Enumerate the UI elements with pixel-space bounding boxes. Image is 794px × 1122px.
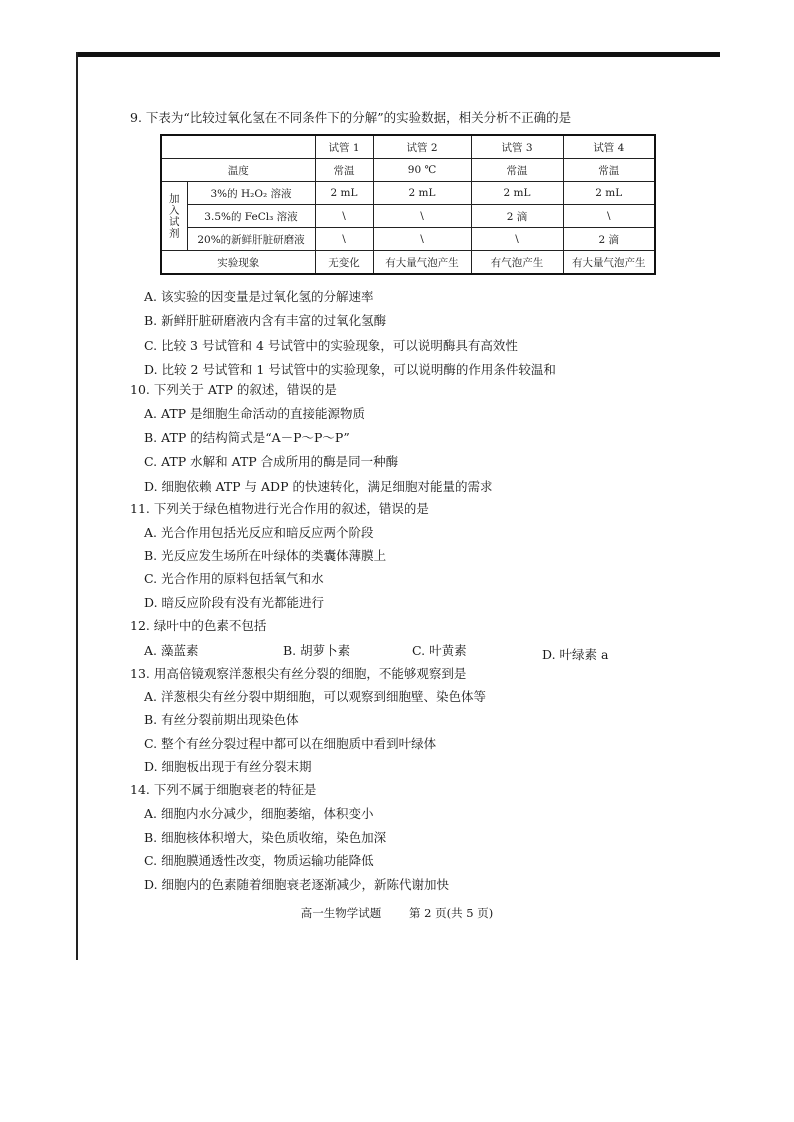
q10-option-b: B. ATP 的结构简式是“A－P～P～P” bbox=[144, 430, 350, 445]
table-cell: \ bbox=[315, 205, 373, 228]
table-cell: 常温 bbox=[471, 159, 563, 182]
table-cell: 有气泡产生 bbox=[471, 251, 563, 275]
reagent-name: 20%的新鲜肝脏研磨液 bbox=[187, 228, 315, 251]
q11-option-c: C. 光合作用的原料包括氧气和水 bbox=[144, 571, 324, 586]
q10-option-d: D. 细胞依赖 ATP 与 ADP 的快速转化，满足细胞对能量的需求 bbox=[144, 479, 493, 494]
reagent-name: 3.5%的 FeCl₃ 溶液 bbox=[187, 205, 315, 228]
q10-option-c: C. ATP 水解和 ATP 合成所用的酶是同一种酶 bbox=[144, 454, 399, 469]
q14-option-c: C. 细胞膜通透性改变，物质运输功能降低 bbox=[144, 853, 374, 868]
q9-stem: 9. 下表为“比较过氧化氢在不同条件下的分解”的实验数据，相关分析不正确的是 bbox=[130, 110, 572, 125]
table-row bbox=[161, 135, 655, 159]
table-cell: 无变化 bbox=[315, 251, 373, 275]
table-cell: 2 mL bbox=[471, 182, 563, 205]
q14-stem: 14. 下列不属于细胞衰老的特征是 bbox=[130, 782, 317, 797]
q14-option-d: D. 细胞内的色素随着细胞衰老逐渐减少，新陈代谢加快 bbox=[144, 877, 450, 892]
temp-label: 温度 bbox=[161, 159, 315, 182]
reagent-group-label: 加入试剂 bbox=[161, 182, 187, 251]
table-cell: 90 ℃ bbox=[373, 159, 471, 182]
tube-header: 试管 1 bbox=[315, 135, 373, 159]
table-cell: 2 滴 bbox=[563, 228, 655, 251]
q9-option-a: A. 该实验的因变量是过氧化氢的分解速率 bbox=[144, 289, 374, 304]
page-footer bbox=[0, 905, 794, 921]
q13-option-d: D. 细胞板出现于有丝分裂末期 bbox=[144, 759, 312, 774]
q11-stem: 11. 下列关于绿色植物进行光合作用的叙述，错误的是 bbox=[130, 501, 429, 516]
q14-option-b: B. 细胞核体积增大，染色质收缩，染色加深 bbox=[144, 830, 387, 845]
q13-stem: 13. 用高倍镜观察洋葱根尖有丝分裂的细胞，不能够观察到是 bbox=[130, 666, 467, 681]
table-cell: 常温 bbox=[315, 159, 373, 182]
q14-option-a: A. 细胞内水分减少，细胞萎缩，体积变小 bbox=[144, 806, 374, 821]
q9-option-c: C. 比较 3 号试管和 4 号试管中的实验现象，可以说明酶具有高效性 bbox=[144, 338, 518, 353]
tube-header: 试管 3 bbox=[471, 135, 563, 159]
table-cell: 有大量气泡产生 bbox=[563, 251, 655, 275]
q11-option-d: D. 暗反应阶段有没有光都能进行 bbox=[144, 595, 325, 610]
table-row bbox=[161, 251, 655, 275]
q11-option-a: A. 光合作用包括光反应和暗反应两个阶段 bbox=[144, 525, 374, 540]
table-cell: 2 mL bbox=[373, 182, 471, 205]
q12-option-b: B. 胡萝卜素 bbox=[283, 643, 351, 658]
q12-option-d: D. 叶绿素 a bbox=[542, 647, 609, 662]
left-margin-rule bbox=[76, 52, 78, 960]
q9-option-b: B. 新鲜肝脏研磨液内含有丰富的过氧化氢酶 bbox=[144, 313, 387, 328]
table-cell: 常温 bbox=[563, 159, 655, 182]
table-row bbox=[161, 228, 655, 251]
table-cell: 2 mL bbox=[563, 182, 655, 205]
footer-page-number: 第 2 页(共 5 页) bbox=[408, 906, 494, 920]
q12-option-c: C. 叶黄素 bbox=[412, 643, 467, 658]
q13-option-a: A. 洋葱根尖有丝分裂中期细胞，可以观察到细胞壁、染色体等 bbox=[144, 689, 486, 704]
footer-subject: 高一生物学试题 bbox=[300, 906, 382, 920]
q11-option-b: B. 光反应发生场所在叶绿体的类囊体薄膜上 bbox=[144, 548, 387, 563]
table-cell: \ bbox=[373, 205, 471, 228]
table-cell: \ bbox=[471, 228, 563, 251]
table-cell: 有大量气泡产生 bbox=[373, 251, 471, 275]
tube-header: 试管 2 bbox=[373, 135, 471, 159]
reagent-name: 3%的 H₂O₂ 溶液 bbox=[187, 182, 315, 205]
table-row bbox=[161, 159, 655, 182]
q12-option-a: A. 藻蓝素 bbox=[144, 643, 199, 658]
table-cell: 2 mL bbox=[315, 182, 373, 205]
table-corner-cell bbox=[161, 135, 315, 159]
table-cell: \ bbox=[373, 228, 471, 251]
table-cell: \ bbox=[563, 205, 655, 228]
q9-option-d: D. 比较 2 号试管和 1 号试管中的实验现象，可以说明酶的作用条件较温和 bbox=[144, 362, 556, 377]
result-label: 实验现象 bbox=[161, 251, 315, 275]
table-row bbox=[161, 205, 655, 228]
tube-header: 试管 4 bbox=[563, 135, 655, 159]
table-cell: 2 滴 bbox=[471, 205, 563, 228]
top-border-rule bbox=[78, 52, 720, 57]
q10-stem: 10. 下列关于 ATP 的叙述，错误的是 bbox=[130, 382, 337, 397]
table-cell: \ bbox=[315, 228, 373, 251]
q10-option-a: A. ATP 是细胞生命活动的直接能源物质 bbox=[144, 406, 366, 421]
q13-option-c: C. 整个有丝分裂过程中都可以在细胞质中看到叶绿体 bbox=[144, 736, 437, 751]
experiment-table bbox=[160, 134, 656, 275]
q13-option-b: B. 有丝分裂前期出现染色体 bbox=[144, 712, 299, 727]
q12-stem: 12. 绿叶中的色素不包括 bbox=[130, 618, 267, 633]
table-row bbox=[161, 182, 655, 205]
